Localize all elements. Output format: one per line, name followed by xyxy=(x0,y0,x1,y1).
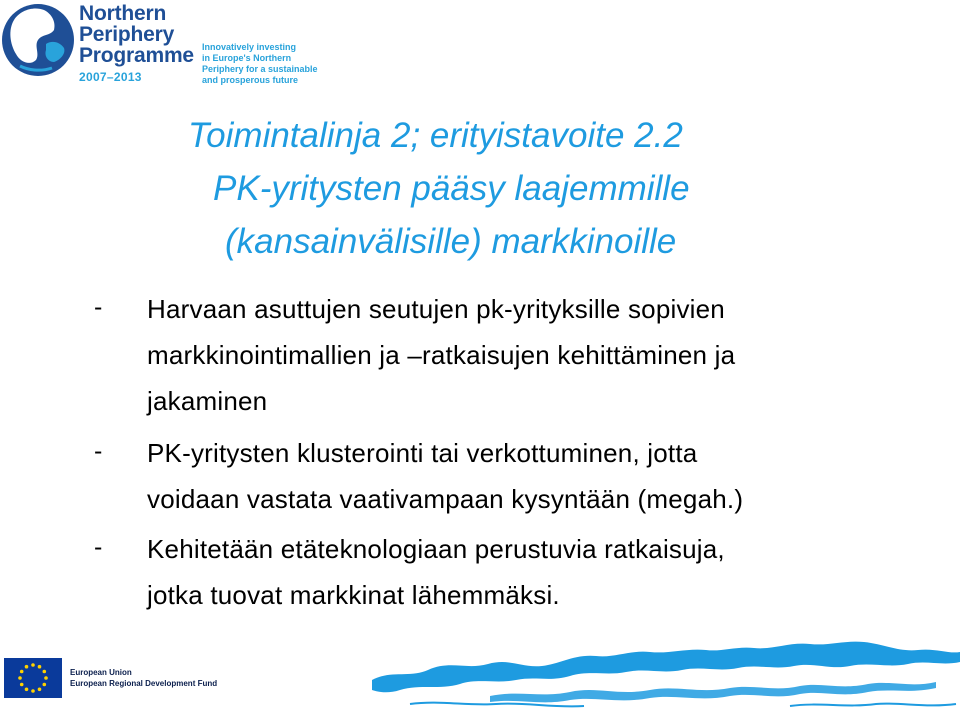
title-line-3: (kansainvälisille) markkinoille xyxy=(225,222,677,261)
bullet-text xyxy=(147,430,907,522)
globe-icon xyxy=(0,0,78,80)
bullet-text xyxy=(147,286,907,424)
logo-tagline-line: Periphery for a sustainable xyxy=(202,64,318,74)
bullet-line: Harvaan asuttujen seutujen pk-yrityksille sopivien xyxy=(147,294,725,324)
eu-name: European Union xyxy=(70,668,132,677)
eu-funding-text xyxy=(70,667,217,689)
title-line-2: PK-yritysten pääsy laajemmille xyxy=(213,169,690,208)
bullet-line: jotka tuovat markkinat lähemmäksi. xyxy=(147,580,560,610)
bullet-line: Kehitetään etäteknologiaan perustuvia ratkaisuja, xyxy=(147,534,725,564)
northern-periphery-logo xyxy=(0,0,320,95)
bullet-dash: - xyxy=(94,533,103,561)
logo-name-line-2: Periphery xyxy=(79,23,175,46)
logo-years: 2007–2013 xyxy=(79,70,142,84)
bullet-line: voidaan vastata vaativampaan kysyntään (megah.) xyxy=(147,484,744,514)
bullet-line: PK-yritysten klusterointi tai verkottuminen, jotta xyxy=(147,438,698,468)
bullet-dash: - xyxy=(94,437,103,465)
logo-name-line-1: Northern xyxy=(79,2,167,25)
logo-name-line-3: Programme xyxy=(79,44,194,67)
coastline-graphic xyxy=(370,640,960,712)
logo-tagline-line: and prosperous future xyxy=(202,75,299,85)
logo-tagline-line: in Europe's Northern xyxy=(202,53,292,63)
logo-tagline-line: Innovatively investing xyxy=(202,42,297,52)
eu-flag-icon xyxy=(4,658,62,698)
bullet-line: jakaminen xyxy=(147,386,268,416)
logo-tagline xyxy=(202,42,322,86)
bullet-line: markkinointimallien ja –ratkaisujen kehittäminen ja xyxy=(147,340,736,370)
slide-footer xyxy=(0,640,960,712)
erdf-name: European Regional Development Fund xyxy=(70,679,218,688)
bullet-text xyxy=(147,526,907,618)
bullet-dash: - xyxy=(94,293,103,321)
title-line-1: Toimintalinja 2; erityistavoite 2.2 xyxy=(188,116,683,155)
